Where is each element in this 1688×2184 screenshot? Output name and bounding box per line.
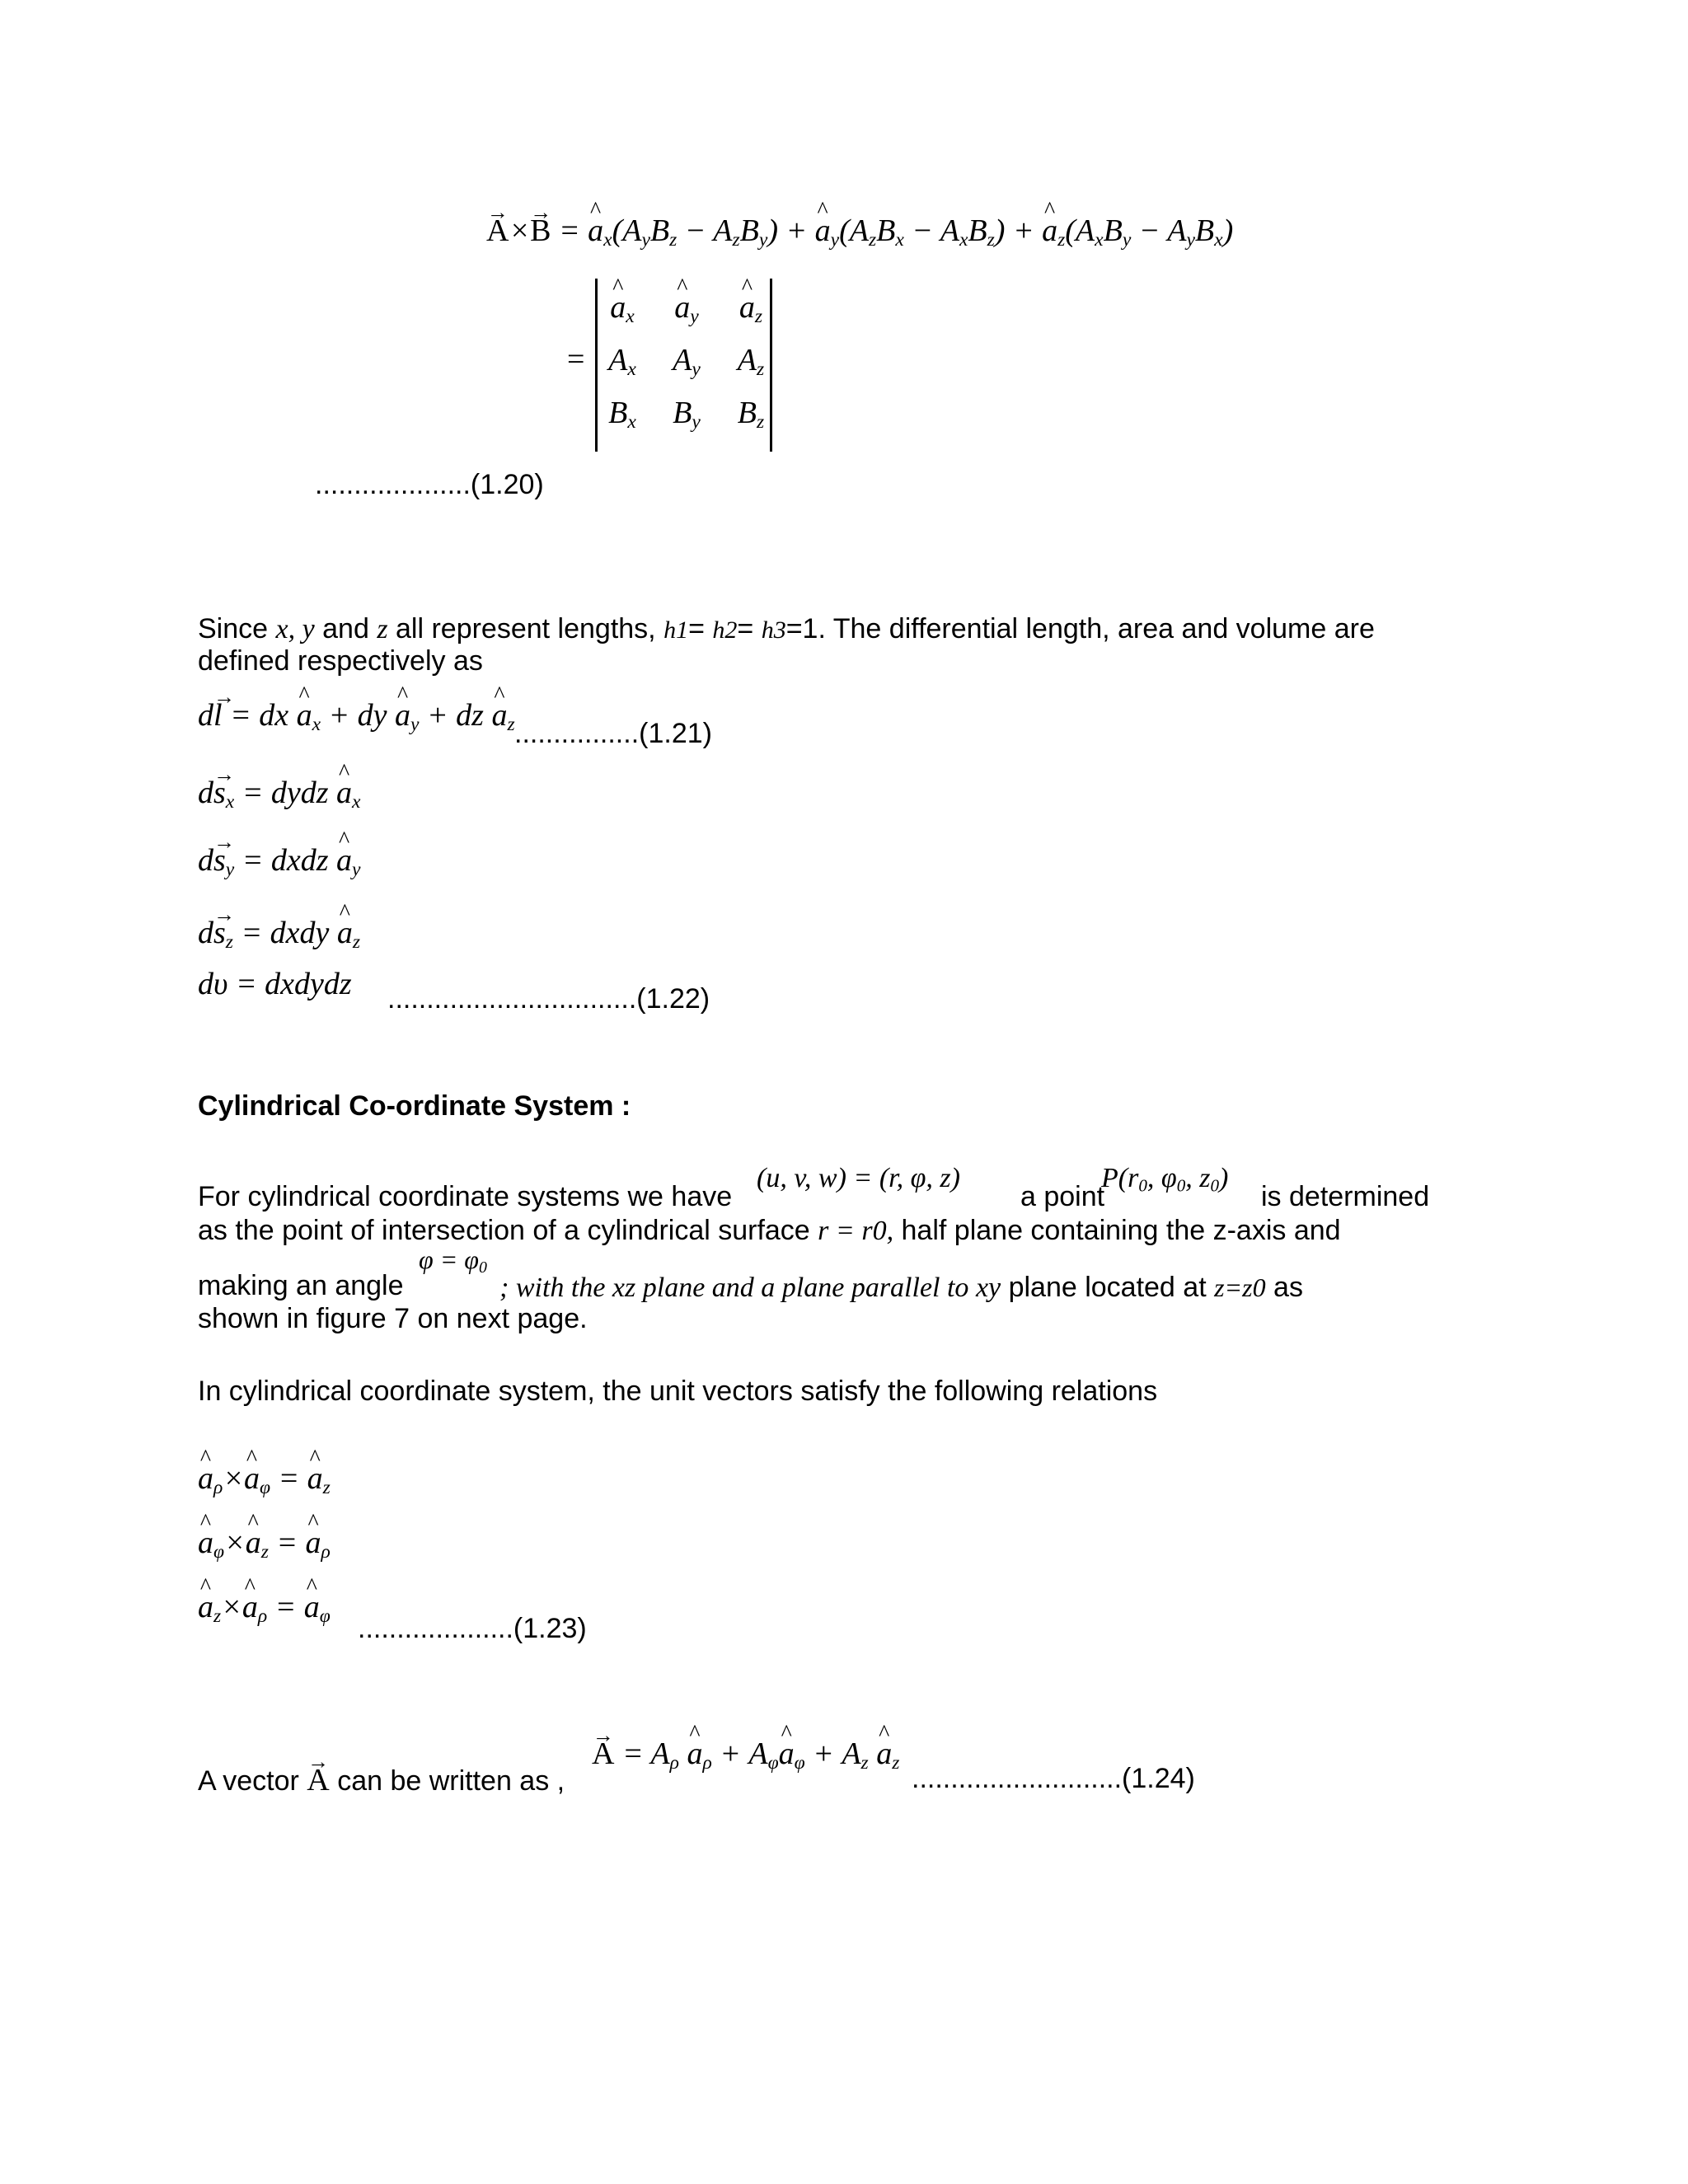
paragraph-cylindrical-line3-b: ; with the xz plane and a plane parallel to xy plane located at z=z0 as: [499, 1272, 1303, 1303]
paragraph-vector-a: A vector → A can be written as ,: [198, 1762, 565, 1798]
section-heading-cylindrical: Cylindrical Co-ordinate System :: [198, 1090, 631, 1122]
unit-vector-relation-2: ^ $a_\varphi\times\^{}$ $a_z$ = ^ $a_\rho$: [198, 1525, 331, 1570]
unit-vector-relation-3: ^ $a_z\times\^{}$ $a_\rho$ = ^ $a_\varphi$: [198, 1589, 331, 1634]
equation-number-1-20: ....................(1.20): [315, 469, 544, 500]
determinant-matrix: ^ $a_x$ ^ $a_y$ ^ $a_z$ $A_x$ $A_y$ $A_z$ $B_x$ $B_y$ $B_z$: [595, 279, 772, 452]
paragraph-cylindrical-line1-c: is determined: [1261, 1181, 1430, 1212]
differential-area-z-equation: $d\to s_z$ = dxdy ^ $a_z$: [198, 915, 360, 960]
paragraph-cartesian-line2: defined respectively as: [198, 645, 483, 677]
differential-length-equation: d→ l = dx ^ $a_x$ + dy ^ $a_y$ + dz ^ $a_z$: [198, 697, 515, 743]
paragraph-cylindrical-line4: shown in figure 7 on next page.: [198, 1303, 588, 1334]
differential-area-y-equation: $d\to s_y$ = dxdz ^ $a_y$: [198, 842, 361, 888]
point-equation: $P(r_0$, $\varphi_0$, $z_0$): [1101, 1163, 1229, 1196]
equation-number-1-23: ....................(1.23): [358, 1613, 587, 1644]
paragraph-cartesian-line1: Since x, y and z all represent lengths, h1= h2= h3=1. The differential length, area and volume are: [198, 613, 1375, 644]
unit-vector-relation-1: ^ $a_\rho\times\^{}$ $a_\varphi$ = ^ $a_z$: [198, 1460, 331, 1506]
paragraph-cylindrical-line2: as the point of intersection of a cylindrical surface r = r0, half plane containing the z-axis and: [198, 1215, 1341, 1246]
cross-product-equation: → A×→ B = ^ $a_x(A_yB_z - A_zB_y)$ + ^ $a_y(A_zB_x - A_xB_z)$ + ^ $a_z(A_xB_y - A_yB_x)$: [486, 213, 1233, 258]
determinant-equals: =: [567, 342, 585, 377]
equation-number-1-24: ...........................(1.24): [912, 1763, 1195, 1794]
differential-volume-equation: dυ = dxdydz: [198, 967, 352, 1001]
equation-number-1-21: ................(1.21): [514, 718, 712, 749]
paragraph-cylindrical-line3-a: making an angle: [198, 1270, 404, 1301]
angle-equation: $\varphi = \varphi_0$: [419, 1244, 487, 1277]
paragraph-cylindrical-line1-a: For cylindrical coordinate systems we have: [198, 1181, 733, 1212]
coordinate-tuple-equation: (u, v, w) = (r, φ, z): [757, 1163, 960, 1193]
paragraph-unit-vectors: In cylindrical coordinate system, the unit vectors satisfy the following relations: [198, 1376, 1158, 1407]
vector-a-equation: → $A = A_\rho$ ^ $a_\rho$ + $A_\varphi\^{}$ $a_\varphi + A_z$ ^ $a_z$: [592, 1736, 899, 1781]
differential-area-x-equation: $d\to s_x$ = dydz ^ $a_x$: [198, 775, 361, 820]
equation-number-1-22: ................................(1.22): [387, 983, 710, 1015]
paragraph-cylindrical-line1-b: a point: [1020, 1181, 1105, 1212]
